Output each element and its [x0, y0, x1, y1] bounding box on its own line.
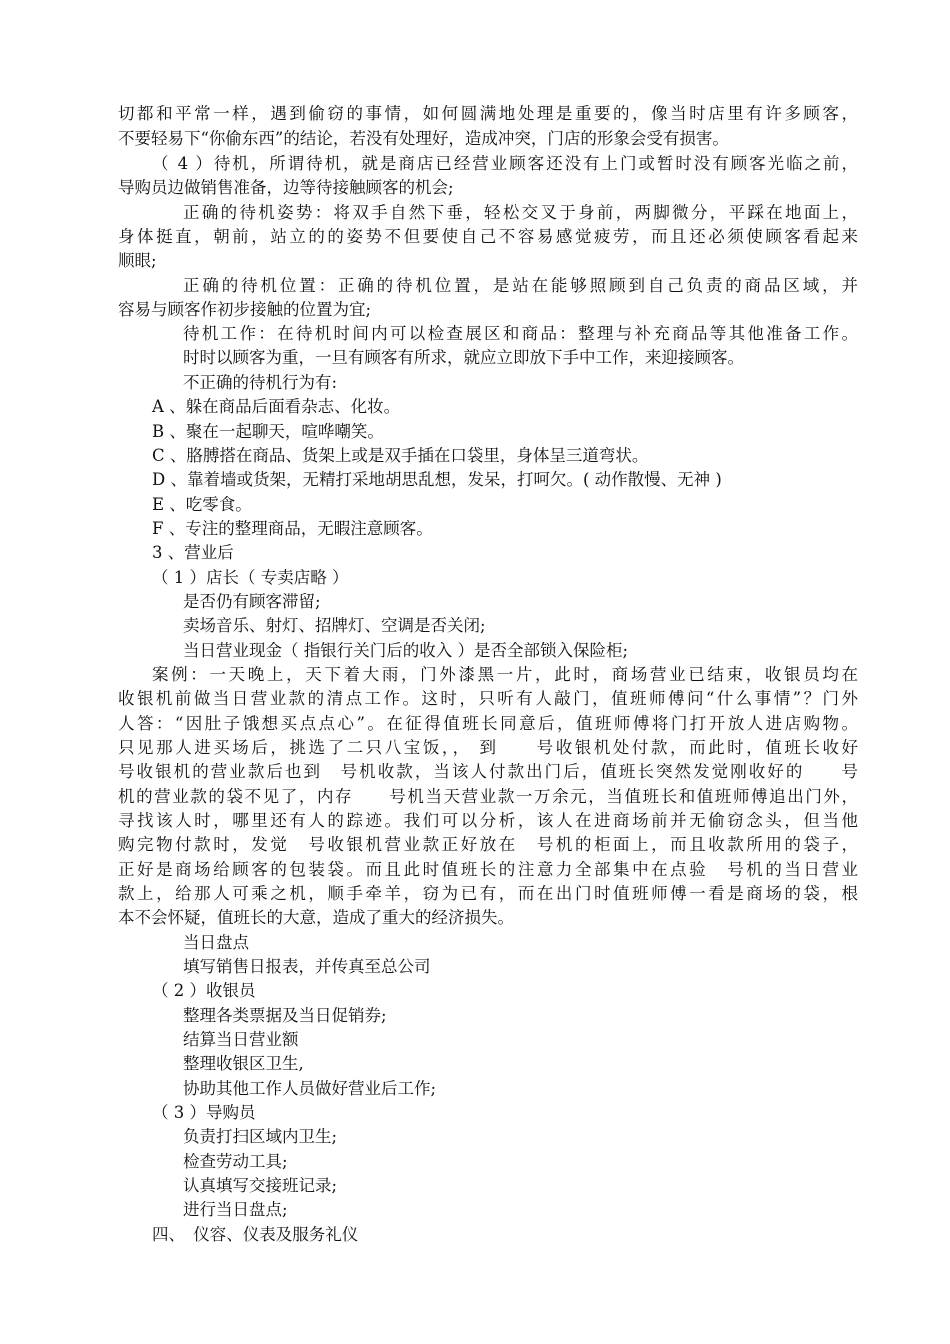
text-line: 本不会怀疑，值班长的大意，造成了重大的经济损失。 [118, 908, 514, 927]
text-line: 当日盘点 [183, 933, 249, 952]
text-line: 四、 仪容、仪表及服务礼仪 [152, 1225, 359, 1244]
text-line: 身体挺直，朝前，站立的的姿势不但要使自己不容易感觉疲劳，而且还必须使顾客看起来 [118, 227, 858, 246]
text-line: 款上，给那人可乘之机，顺手牵羊，窃为已有，而在出门时值班师傅一看是商场的袋，根 [118, 884, 858, 903]
text-line: 是否仍有顾客滞留; [183, 592, 321, 611]
text-line: 协助其他工作人员做好营业后工作; [183, 1079, 437, 1098]
text-line: D 、靠着墙或货架，无精打采地胡思乱想，发呆，打呵欠。( 动作散慢、无神 ) [152, 470, 722, 489]
text-line: C 、胳膊搭在商品、货架上或是双手插在口袋里，身体呈三道弯状。 [152, 446, 649, 465]
text-line: B 、聚在一起聊天，喧哗嘲笑。 [152, 422, 384, 441]
text-line: 只见那人进买场后，挑选了二只八宝饭，， 到 号收银机处付款，而此时，值班长收好 [118, 738, 858, 757]
text-line: 进行当日盘点; [183, 1200, 288, 1219]
text-line: 正好是商场给顾客的包装袋。而且此时值班长的注意力全部集中在点验 号机的当日营业 [118, 860, 858, 879]
text-line: 负责打扫区域内卫生; [183, 1127, 338, 1146]
text-line: E 、吃零食。 [152, 495, 252, 514]
text-line: （ 3 ）导购员 [152, 1103, 256, 1122]
text-line: 机的营业款的袋不见了，内存 号机当天营业款一万余元，当值班长和值班师傅追出门外， [118, 787, 858, 806]
text-line: 3 、营业后 [152, 543, 234, 562]
text-line: 当日营业现金（ 指银行关门后的收入 ）是否全部锁入保险柜; [183, 641, 629, 660]
text-line: （ 4 ）待机，所谓待机，就是商店已经营业顾客还没有上门或暂时没有顾客光临之前， [152, 154, 858, 173]
text-line: 待机工作：在待机时间内可以检查展区和商品：整理与补充商品等其他准备工作。 [183, 324, 858, 343]
text-line: 寻找该人时，哪里还有人的踪迹。我们可以分析，该人在进商场前并无偷窃念头，但当他 [118, 811, 858, 830]
text-line: （ 2 ）收银员 [152, 981, 256, 1000]
text-line: 人答：“因肚子饿想买点点心”。在征得值班长同意后，值班师傅将门打开放人进店购物。 [118, 714, 858, 733]
text-line: 案例：一天晚上，天下着大雨，门外漆黑一片，此时，商场营业已结束，收银员均在 [152, 665, 858, 684]
text-line: A 、躲在商品后面看杂志、化妆。 [152, 397, 401, 416]
text-line: 检查劳动工具; [183, 1152, 288, 1171]
text-line: 结算当日营业额 [183, 1030, 299, 1049]
text-line: 整理收银区卫生, [183, 1054, 304, 1073]
text-line: 导购员边做销售准备，边等待接触顾客的机会; [118, 178, 454, 197]
text-line: 认真填写交接班记录; [183, 1176, 338, 1195]
text-line: 不正确的待机行为有: [183, 373, 338, 392]
text-line: 整理各类票据及当日促销券; [183, 1006, 387, 1025]
text-line: （ 1 ）店长（ 专卖店略 ） [152, 568, 349, 587]
text-line: 正确的待机姿势：将双手自然下垂，轻松交叉于身前，两脚微分，平踩在地面上， [183, 203, 858, 222]
text-line: 号收银机的营业款后也到 号机收款，当该人付款出门后，值班长突然发觉刚收好的 号 [118, 762, 858, 781]
text-line: 填写销售日报表，并传真至总公司 [183, 957, 431, 976]
text-line: 不要轻易下“你偷东西”的结论，若没有处理好，造成冲突，门店的形象会受有损害。 [118, 129, 729, 148]
text-line: 正确的待机位置：正确的待机位置，是站在能够照顾到自己负责的商品区域，并 [183, 276, 858, 295]
text-line: F 、专注的整理商品，无暇注意顾客。 [152, 519, 433, 538]
text-line: 切都和平常一样，遇到偷窃的事情，如何圆满地处理是重要的，像当时店里有许多顾客， [118, 104, 858, 123]
text-line: 收银机前做当日营业款的清点工作。这时，只听有人敲门，值班师傅问“什么事情”？门外 [118, 689, 858, 708]
text-line: 时时以顾客为重，一旦有顾客有所求，就应立即放下手中工作，来迎接顾客。 [183, 348, 744, 367]
text-line: 卖场音乐、射灯、招牌灯、空调是否关闭; [183, 616, 486, 635]
text-line: 顺眼; [118, 251, 157, 270]
text-line: 购完物付款时，发觉 号收银机营业款正好放在 号机的柜面上，而且收款所用的袋子， [118, 835, 858, 854]
text-line: 容易与顾客作初步接触的位置为宜; [118, 300, 372, 319]
